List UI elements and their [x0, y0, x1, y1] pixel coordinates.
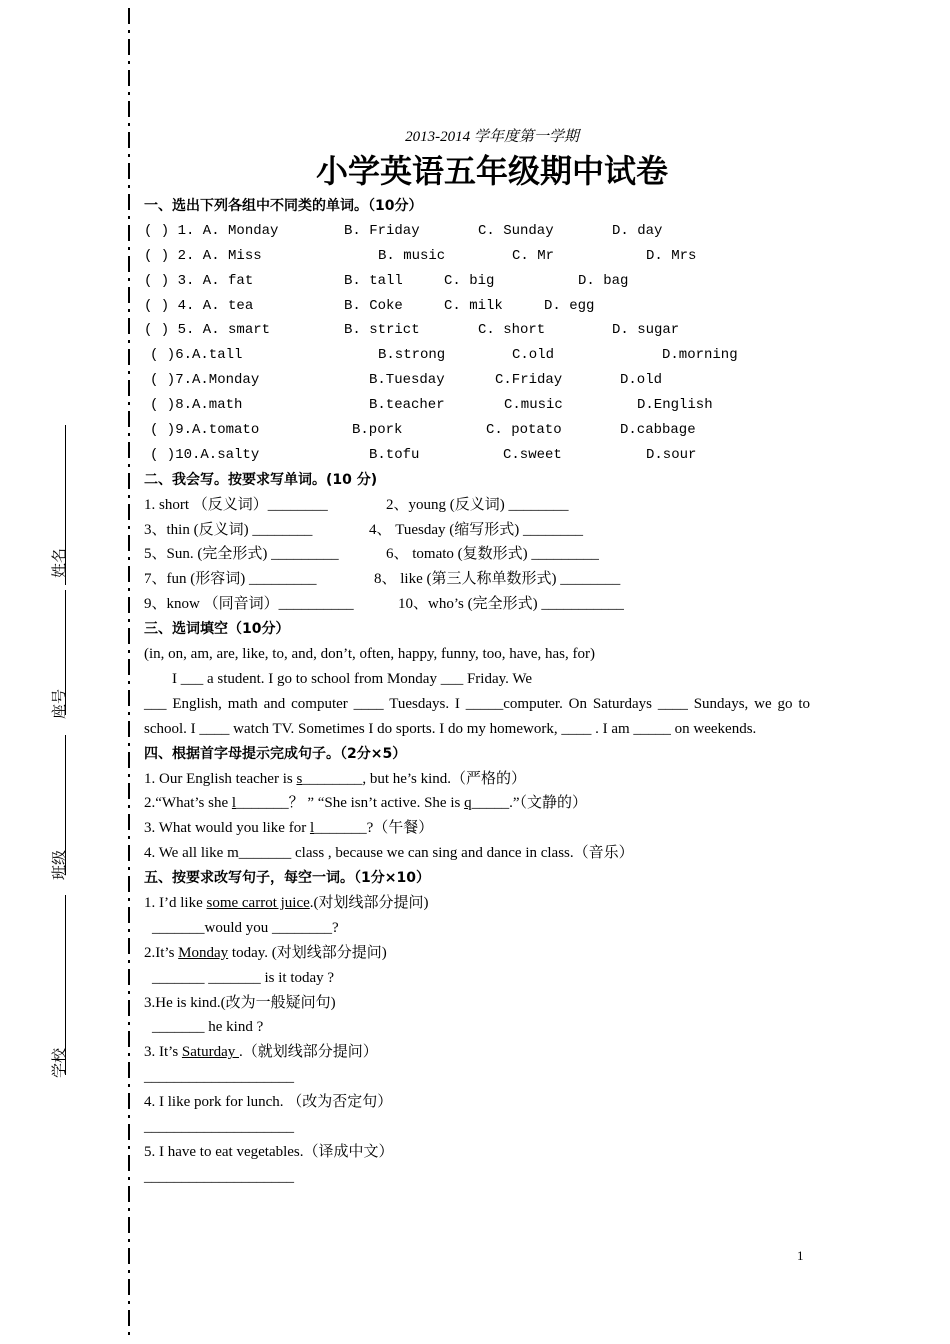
s5-question-4: 3. It’s Saturday .（就划线部分提问）: [144, 1044, 378, 1061]
binding-dash: [128, 433, 130, 436]
binding-dash: [128, 783, 130, 799]
s1-option-prefix: ( )8.A.math: [150, 397, 243, 414]
binding-dash: [128, 1093, 130, 1109]
s5-question-3: 3.He is kind.(改为一般疑问句): [144, 994, 336, 1011]
binding-dash: [128, 101, 130, 117]
binding-dash: [128, 163, 130, 179]
binding-dash: [128, 845, 130, 861]
binding-dash: [128, 1177, 130, 1180]
section4-heading: 四、根据首字母提示完成句子。（2分×5）: [144, 745, 407, 762]
binding-dash: [128, 132, 130, 148]
s1-option-d: D.sour: [646, 446, 697, 463]
s1-option-d: D. bag: [578, 272, 629, 289]
section3-heading: 三、选词填空（10分）: [144, 621, 290, 638]
page-title: 小学英语五年级期中试卷: [315, 152, 668, 190]
binding-dash: [128, 39, 130, 55]
binding-dash: [128, 1270, 130, 1273]
passage-line-1: I ___ a student. I go to school from Monday ___ Friday. We: [172, 670, 532, 687]
side-label-name: 姓名: [52, 547, 68, 578]
s2-item-left: 5、Sun. (完全形式) _________: [144, 546, 339, 563]
binding-dash: [128, 721, 130, 737]
section5-heading: 五、按要求改写句子，每空一词。（1分×10）: [144, 870, 430, 887]
binding-dash: [128, 659, 130, 675]
binding-dash: [128, 473, 130, 489]
binding-dash: [128, 349, 130, 365]
binding-dash: [128, 1124, 130, 1140]
binding-dash: [128, 70, 130, 86]
side-label-class: 班级: [52, 849, 68, 880]
s5-answer-5: ____________________: [144, 1118, 294, 1135]
binding-dash: [128, 278, 130, 281]
s2-item-left: 9、know （同音词）__________: [144, 596, 354, 613]
binding-dash: [128, 318, 130, 334]
binding-dash: [128, 619, 130, 622]
binding-dash: [128, 836, 130, 839]
s1-option-c: C. milk: [444, 297, 503, 314]
binding-dash: [128, 597, 130, 613]
s1-option-prefix: ( )7.A.Monday: [150, 372, 260, 389]
binding-dash: [128, 650, 130, 653]
s1-option-prefix: ( ) 2. A. Miss: [144, 247, 262, 264]
s1-option-prefix: ( )10.A.salty: [150, 446, 260, 463]
binding-dash: [128, 1248, 130, 1264]
s2-item-right: 2、young (反义词) ________: [386, 496, 569, 513]
binding-dash: [128, 380, 130, 396]
s2-item-left: 7、fun (形容词) _________: [144, 571, 317, 588]
section2-heading: 二、我会写。按要求写单词。(10 分): [144, 471, 378, 488]
s1-option-b: B.strong: [378, 347, 446, 364]
s1-option-d: D.English: [637, 397, 713, 414]
s2-item-right: 6、 tomato (复数形式) _________: [386, 546, 599, 563]
binding-dash: [128, 867, 130, 870]
binding-dash: [128, 690, 130, 706]
s2-item-right: 10、who’s (完全形式) ___________: [398, 596, 624, 613]
s1-option-prefix: ( )6.A.tall: [150, 347, 243, 364]
s5-question-6: 5. I have to eat vegetables.（译成中文）: [144, 1143, 394, 1160]
s1-option-c: C.music: [504, 397, 563, 414]
binding-dash: [128, 225, 130, 241]
binding-dash: [128, 805, 130, 808]
side-label-school: 学校: [52, 1047, 68, 1078]
binding-dash: [128, 752, 130, 768]
s5-question-2: 2.It’s Monday today. (对划线部分提问): [144, 944, 387, 961]
binding-dash: [128, 495, 130, 498]
s1-option-b: B. Friday: [344, 222, 420, 239]
binding-dash: [128, 991, 130, 994]
binding-dash: [128, 1115, 130, 1118]
s2-row: [144, 542, 810, 567]
s1-option-prefix: ( )9.A.tomato: [150, 422, 260, 439]
s5-answer-3: _______ he kind ?: [152, 1019, 264, 1036]
s1-option-c: C.Friday: [495, 372, 563, 389]
binding-dash: [128, 1155, 130, 1171]
s2-row: [144, 493, 810, 518]
s1-option-d: D. Mrs: [646, 247, 697, 264]
s4-question-4: 4. We all like m_______ class , because we can sing and dance in class.（音乐）: [144, 845, 634, 862]
binding-dash: [128, 287, 130, 303]
binding-dash: [128, 247, 130, 250]
binding-dash: [128, 1053, 130, 1056]
binding-dash: [128, 743, 130, 746]
s1-option-prefix: ( ) 1. A. Monday: [144, 222, 279, 239]
s1-option-b: B. strict: [344, 322, 420, 339]
s1-option-c: C.sweet: [503, 446, 562, 463]
s1-item: [144, 294, 810, 319]
s1-option-c: C. Sunday: [478, 222, 554, 239]
binding-dash: [128, 402, 130, 405]
s4-question-1: 1. Our English teacher is s________, but he’s kind.（严格的）: [144, 770, 527, 787]
s5-question-5: 4. I like pork for lunch. （改为否定句）: [144, 1094, 393, 1111]
binding-dash: [128, 628, 130, 644]
s1-option-b: B. tall: [344, 272, 403, 289]
binding-dash: [128, 1062, 130, 1078]
binding-dash: [128, 907, 130, 923]
binding-dash: [128, 1084, 130, 1087]
s2-item-right: 8、 like (第三人称单数形式) ________: [374, 571, 621, 588]
binding-dash: [128, 371, 130, 374]
s1-option-d: D. sugar: [612, 322, 680, 339]
s2-row: [144, 592, 810, 617]
s1-option-c: C. potato: [486, 422, 562, 439]
s1-option-b: B. music: [378, 247, 446, 264]
binding-dash: [128, 92, 130, 95]
s1-item: [144, 443, 810, 468]
binding-dash: [128, 1022, 130, 1025]
s4-question-3: 3. What would you like for l_______?（午餐）: [144, 820, 434, 837]
s1-item: [144, 244, 810, 269]
binding-dash: [128, 442, 130, 458]
binding-dash: [128, 30, 130, 33]
s5-question-1: 1. I’d like some carrot juice.(对划线部分提问): [144, 894, 429, 911]
binding-dash: [128, 774, 130, 777]
binding-dash: [128, 154, 130, 157]
s1-option-prefix: ( ) 5. A. smart: [144, 322, 271, 339]
s1-option-b: B.pork: [352, 422, 403, 439]
s1-option-d: D.morning: [662, 347, 738, 364]
s1-item: [144, 318, 810, 343]
s1-item: [144, 269, 810, 294]
binding-dash: [128, 1301, 130, 1304]
s1-option-c: C.old: [512, 347, 555, 364]
passage-body: ___ English, math and computer ____ Tuesdays. I _____computer. On Saturdays ____ Sundays, we go to school. I ____ watch TV. Sometimes I do sports. I do my homework, ____ . I am _____ on weekends.: [144, 695, 810, 737]
binding-dash: [128, 1332, 130, 1335]
s1-option-b: B.tofu: [369, 446, 420, 463]
s1-option-d: D. day: [612, 222, 663, 239]
s2-item-right: 4、 Tuesday (缩写形式) ________: [369, 521, 584, 538]
s1-item: [144, 418, 810, 443]
section1-heading: 一、选出下列各组中不同类的单词。（10分）: [144, 198, 423, 214]
exam-paper: [144, 126, 810, 1190]
binding-dash: [128, 814, 130, 830]
binding-dash: [128, 898, 130, 901]
binding-dash: [128, 929, 130, 932]
binding-dash: [128, 535, 130, 551]
binding-dash: [128, 1208, 130, 1211]
binding-line: [125, 8, 133, 1344]
subtitle: 2013-2014 学年度第一学期: [405, 129, 579, 145]
s5-answer-6: ____________________: [144, 1168, 294, 1185]
binding-dash: [128, 876, 130, 892]
binding-dash: [128, 1279, 130, 1295]
s1-item: [144, 219, 810, 244]
s2-row: [144, 518, 810, 543]
binding-dash: [128, 8, 130, 24]
s2-item-left: 3、thin (反义词) ________: [144, 521, 313, 538]
s1-option-prefix: ( ) 4. A. tea: [144, 297, 254, 314]
binding-dash: [128, 61, 130, 64]
binding-dash: [128, 969, 130, 985]
binding-dash: [128, 194, 130, 210]
binding-dash: [128, 588, 130, 591]
s1-option-d: D.cabbage: [620, 422, 696, 439]
binding-dash: [128, 216, 130, 219]
binding-dash: [128, 566, 130, 582]
binding-dash: [128, 1146, 130, 1149]
binding-dash: [128, 340, 130, 343]
s1-item: [144, 343, 810, 368]
s1-option-b: B.Tuesday: [369, 372, 445, 389]
binding-dash: [128, 557, 130, 560]
binding-dash: [128, 504, 130, 520]
binding-dash: [128, 681, 130, 684]
s2-row: [144, 567, 810, 592]
s1-option-b: B.teacher: [369, 397, 445, 414]
s5-answer-2: _______ _______ is it today ?: [152, 969, 335, 986]
s1-option-d: D.old: [620, 372, 663, 389]
s1-option-c: C. short: [478, 322, 546, 339]
binding-dash: [128, 411, 130, 427]
binding-dash: [128, 1217, 130, 1233]
s1-option-c: C. Mr: [512, 247, 555, 264]
binding-dash: [128, 1000, 130, 1016]
binding-dash: [128, 123, 130, 126]
s4-question-2: 2.“What’s she l_______？ ” “She isn’t active. She is q_____.”（文静的）: [144, 795, 588, 812]
s1-option-c: C. big: [444, 272, 495, 289]
page-number: 1: [797, 1248, 804, 1263]
s1-option-prefix: ( ) 3. A. fat: [144, 272, 254, 289]
binding-dash: [128, 938, 130, 954]
binding-dash: [128, 1239, 130, 1242]
binding-dash: [128, 1186, 130, 1202]
binding-dash: [128, 309, 130, 312]
binding-dash: [128, 185, 130, 188]
s5-answer-4: ____________________: [144, 1069, 294, 1086]
binding-dash: [128, 960, 130, 963]
s1-item: [144, 393, 810, 418]
s2-item-left: 1. short （反义词）________: [144, 496, 328, 513]
binding-dash: [128, 712, 130, 715]
binding-dash: [128, 464, 130, 467]
s5-answer-1: _______would you ________?: [152, 919, 339, 936]
binding-dash: [128, 1310, 130, 1326]
s1-option-d: D. egg: [544, 297, 595, 314]
binding-dash: [128, 526, 130, 529]
binding-dash: [128, 256, 130, 272]
side-label-seat: 座号: [52, 688, 68, 719]
binding-dash: [128, 1031, 130, 1047]
s1-item: [144, 368, 810, 393]
s1-option-b: B. Coke: [344, 297, 403, 314]
word-bank: (in, on, am, are, like, to, and, don’t, often, happy, funny, too, have, has, for): [144, 646, 595, 663]
